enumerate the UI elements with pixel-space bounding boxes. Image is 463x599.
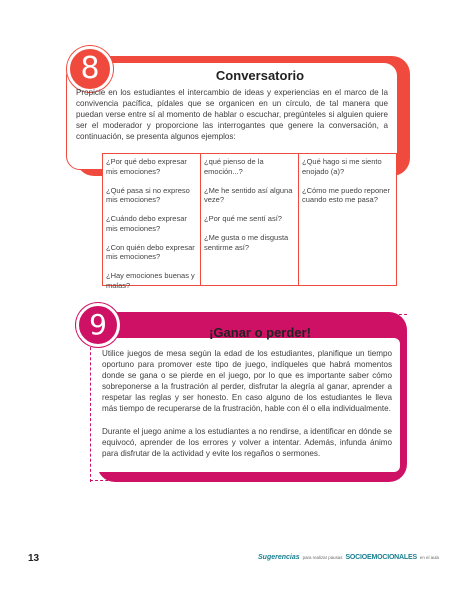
footer-en-el-aula: en el aula [419, 555, 439, 560]
conversatorio-body: Propicie en los estudiantes el intercambio de ideas y experiencias en el marco de la convivencia pacífica, pídales que se organicen en un círculo, de tal manera que puedan verse entre sí al momento de hablar o escuchar, pregúnteles si alguien quiere ser el moderador y proporcione las interrogantes que genere la conversación, a continuación, se presenta algunos ejemplos: [76, 88, 388, 141]
dashed-border-top [117, 314, 407, 315]
footer-para-realizar: para realizar pausas [302, 555, 343, 560]
questions-column-3 [299, 154, 396, 285]
ganar-perder-paragraph-1: Utilice juegos de mesa según la edad de los estudiantes, planifique un tiempo oportuno para promover este tipo de juego, indíqueles que habrá momentos donde se gana o se pierde en el juego, por lo que es importante saber cómo sobreponerse a la frustración al perder, disfrutar la alegría al ganar, aprender a respetar las reglas y ser honesto. En caso alguno de los estudiantes le lleva más tiempo de recuperarse de la frustración, hable con él o ella individualmente. [102, 349, 392, 414]
section-8-number: 8 [80, 51, 100, 86]
questions-table [102, 153, 397, 290]
question-item: ¿Con quién debo expresar mis emociones? [106, 242, 195, 261]
ganar-perder-paragraph-2: Durante el juego anime a los estudiantes a no rendirse, a identificar en dónde se equivocó, aprender de los errores y volver a intentar. Además, infunda ánimo para disfrutar de la actividad y evite los regaños o sermones. [102, 426, 392, 458]
section-9-number: 9 [89, 308, 107, 341]
question-item: ¿qué pienso de la emoción...? [204, 157, 264, 176]
question-item: ¿Cuándo debo expresar mis emociones? [106, 214, 187, 233]
section-9-badge [76, 303, 120, 347]
dashed-border-bottom [90, 480, 270, 481]
question-item: ¿Cómo me puedo reponer cuando esto me pasa? [302, 185, 390, 204]
ganar-perder-title: ¡Ganar o perder! [209, 325, 311, 340]
question-item: ¿Hay emociones buenas y malas? [106, 271, 195, 290]
question-item: ¿Me gusta o me disgusta sentirme así? [204, 233, 289, 252]
question-item: ¿Qué pasa si no expreso mis emociones? [106, 185, 190, 204]
ganar-perder-body [102, 348, 392, 470]
footer-sugerencias: Sugerencias [258, 554, 300, 561]
questions-column-2 [201, 154, 299, 285]
questions-column-1 [103, 154, 201, 290]
page-number: 13 [28, 553, 40, 564]
dashed-border-left [90, 337, 91, 482]
question-item: ¿Qué hago si me siento enojado (a)? [302, 157, 382, 176]
question-item: ¿Por qué debo expresar mis emociones? [106, 157, 187, 176]
footer-title [258, 554, 438, 561]
question-item: ¿Por qué me sentí así? [204, 214, 282, 223]
conversatorio-title: Conversatorio [215, 68, 305, 83]
footer-socioemocionales: SOCIOEMOCIONALES [345, 554, 417, 561]
section-8-badge [67, 46, 113, 92]
question-item: ¿Me he sentido así alguna veze? [204, 185, 293, 204]
